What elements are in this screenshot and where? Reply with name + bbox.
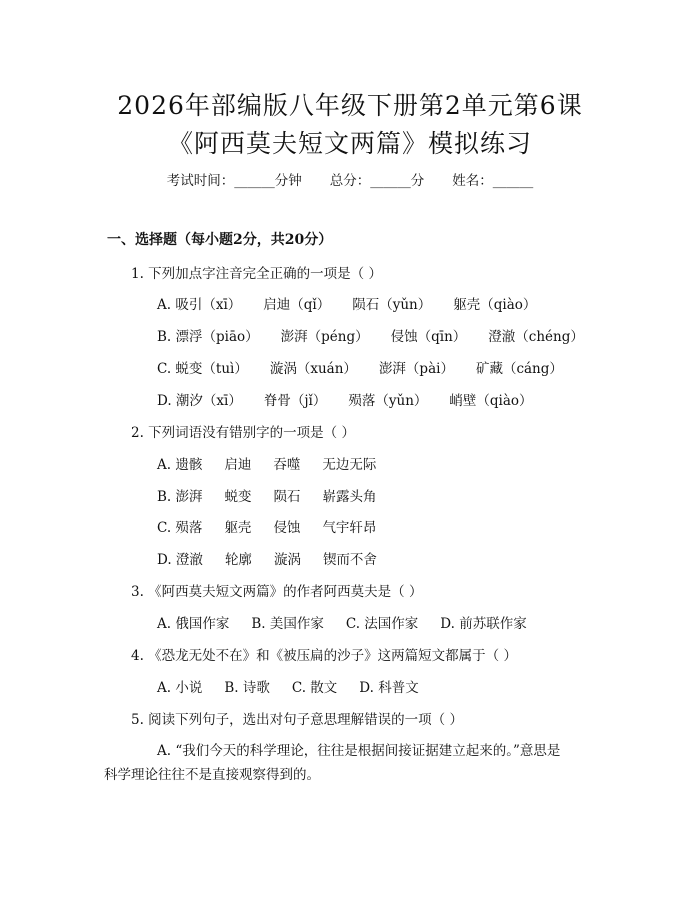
option-item: 矿藏（cáng） <box>475 361 563 377</box>
option-item: 漩涡（xuán） <box>269 361 357 377</box>
question-5-option-a-line1: A. “我们今天的科学理论，往往是根据间接证据建立起来的。”意思是 <box>157 743 561 759</box>
question-2-option-d <box>157 548 377 568</box>
question-4-stem: 4. 《恐龙无处不在》和《被压扁的沙子》这两篇短文都属于（ ） <box>131 648 517 664</box>
question-3-stem: 3. 《阿西莫夫短文两篇》的作者阿西莫夫是（ ） <box>131 584 423 600</box>
option-item: C. 蜕变（tuì） <box>157 361 248 377</box>
option-item: 澎湃（pài） <box>378 361 454 377</box>
option-item: A. 小说 <box>157 680 203 696</box>
option-item: D. 澄澈 <box>157 552 203 568</box>
question-5-stem: 5. 阅读下列句子，选出对句子意思理解错误的一项（ ） <box>131 712 463 728</box>
question-1-option-a <box>157 293 536 313</box>
option-item: D. 科普文 <box>359 680 419 696</box>
option-item: C. 殒落 <box>157 520 203 536</box>
option-item: C. 散文 <box>291 680 338 696</box>
option-item: 启迪（qǐ） <box>263 297 331 313</box>
exam-time-field: 考试时间：______分钟 <box>166 173 302 189</box>
exam-info-line <box>0 169 700 189</box>
section-heading-choice: 一、选择题（每小题2分，共20分） <box>107 232 333 248</box>
question-2-option-c <box>157 516 376 536</box>
question-4-options <box>157 676 419 696</box>
option-item: 崭露头角 <box>322 489 377 505</box>
option-item: A. 吸引（xī） <box>157 297 242 313</box>
option-item: 启迪 <box>224 457 252 473</box>
option-item: 无边无际 <box>322 457 377 473</box>
option-item: 蜕变 <box>224 489 252 505</box>
option-item: B. 澎湃 <box>157 489 203 505</box>
option-item: 躯壳 <box>224 520 252 536</box>
option-item: 殒落（yǔn） <box>348 393 428 409</box>
question-1-option-d <box>157 389 533 409</box>
option-item: 澄澈（chéng） <box>488 329 584 345</box>
option-item: 躯壳（qiào） <box>453 297 537 313</box>
option-item: 陨石 <box>273 489 301 505</box>
option-item: 陨石（yǔn） <box>352 297 432 313</box>
question-2-option-a <box>157 453 376 473</box>
student-name-field: 姓名：______ <box>452 173 534 189</box>
option-item: B. 诗歌 <box>224 680 270 696</box>
option-item: 侵蚀 <box>273 520 301 536</box>
question-1-option-b <box>157 325 584 345</box>
option-item: 澎湃（péng） <box>280 329 369 345</box>
option-item: A. 俄国作家 <box>157 616 230 632</box>
option-item: C. 法国作家 <box>345 616 419 632</box>
option-item: 侵蚀（qīn） <box>390 329 467 345</box>
question-1-stem: 1. 下列加点字注音完全正确的一项是（ ） <box>131 266 382 282</box>
question-1-option-c <box>157 357 563 377</box>
option-item: A. 遗骸 <box>157 457 203 473</box>
option-item: 轮廓 <box>224 552 252 568</box>
question-2-option-b <box>157 485 377 505</box>
option-item: 峭壁（qiào） <box>449 393 533 409</box>
option-item: 锲而不舍 <box>322 552 377 568</box>
document-title-line1: 2026年部编版八年级下册第2单元第6课 <box>117 91 583 120</box>
option-item: 漩涡 <box>273 552 301 568</box>
option-item: 脊骨（jǐ） <box>263 393 327 409</box>
option-item: D. 前苏联作家 <box>440 616 527 632</box>
total-score-field: 总分：______分 <box>329 173 425 189</box>
question-3-options <box>157 612 527 632</box>
option-item: 吞噬 <box>273 457 301 473</box>
option-item: 气宇轩昂 <box>322 520 377 536</box>
document-title-line2: 《阿西莫夫短文两篇》模拟练习 <box>167 129 532 158</box>
question-5-option-a-line2: 科学理论往往不是直接观察得到的。 <box>104 767 320 783</box>
option-item: D. 潮汐（xī） <box>157 393 242 409</box>
question-2-stem: 2. 下列词语没有错别字的一项是（ ） <box>131 425 355 441</box>
option-item: B. 美国作家 <box>251 616 324 632</box>
option-item: B. 漂浮（piāo） <box>157 329 259 345</box>
